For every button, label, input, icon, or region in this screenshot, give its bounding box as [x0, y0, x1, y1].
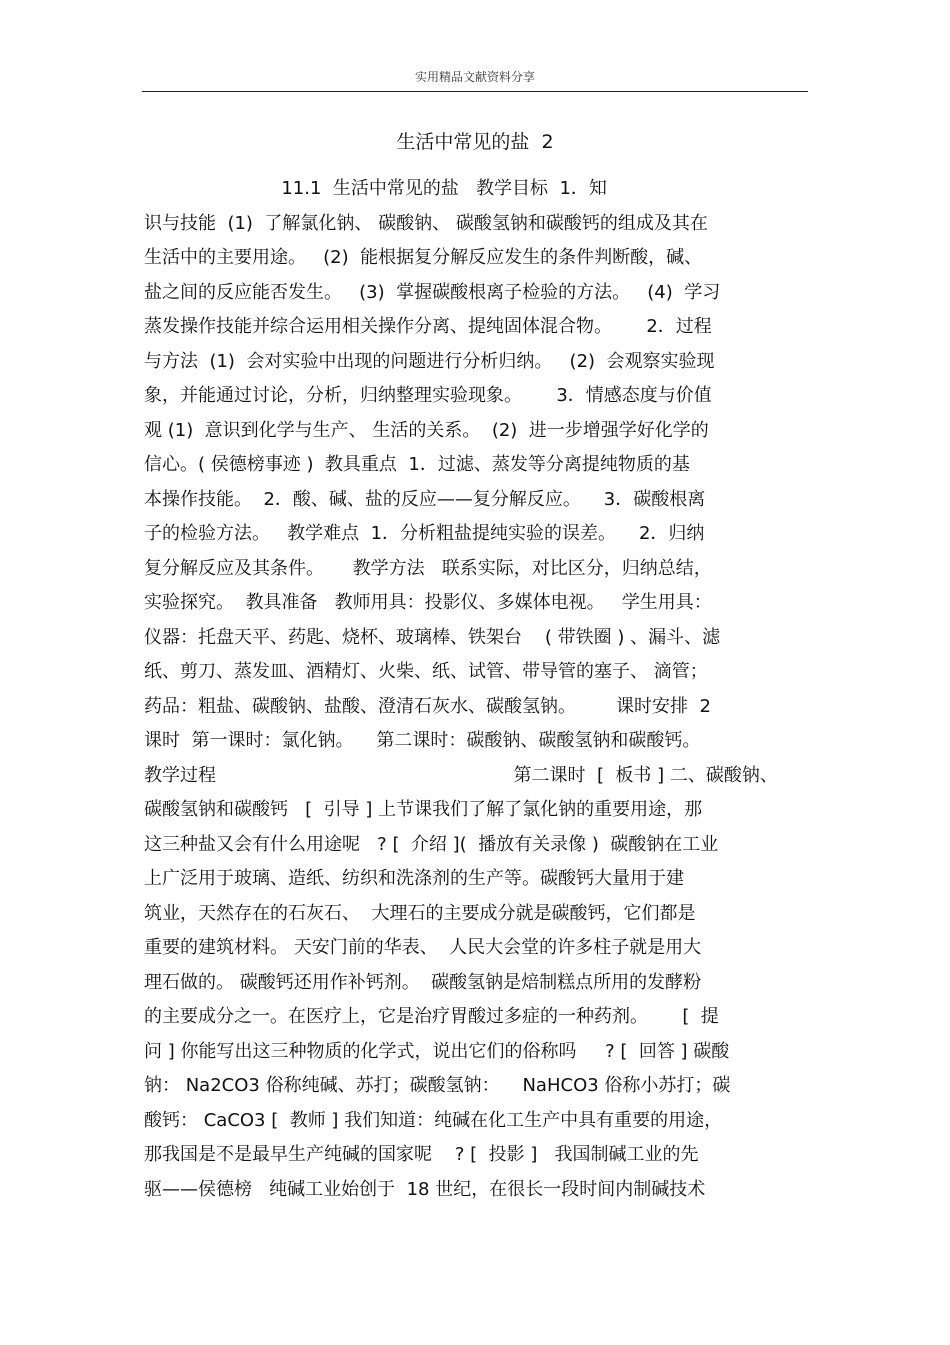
header-divider [142, 91, 808, 92]
document-body [144, 172, 824, 1207]
body-line: 驱——侯德榜 纯碱工业始创于 18 世纪，在很长一段时间内制碱技术 [144, 1178, 706, 1200]
body-line: 理石做的。 碳酸钙还用作补钙剂。 碳酸氢钠是焙制糕点所用的发酵粉 [144, 971, 702, 993]
body-line: 识与技能 (1) 了解氯化钠、 碳酸钠、 碳酸氢钠和碳酸钙的组成及其在 [144, 212, 708, 234]
document-title: 生活中常见的盐 2 [396, 131, 554, 153]
body-line: 的主要成分之一。在医疗上，它是治疗胃酸过多症的一种药剂。 [ 提 [144, 1006, 719, 1027]
body-line: 重要的建筑材料。 天安门前的华表、 人民大会堂的许多柱子就是用大 [144, 937, 702, 958]
body-line: 酸钙： CaCO3 [ 教师 ] 我们知道：纯碱在化工生产中具有重要的用途， [144, 1109, 723, 1131]
page-header: 实用精品文献资料分享 [414, 70, 535, 84]
body-line: 复分解反应及其条件。 教学方法 联系实际，对比区分，归纳总结， [144, 557, 712, 579]
body-line: 药品：粗盐、碳酸钠、盐酸、澄清石灰水、碳酸氢钠。 课时安排 2 [144, 695, 711, 717]
body-line: 子的检验方法。 教学难点 1．分析粗盐提纯实验的误差。 2．归纳 [144, 523, 705, 544]
body-line: 蒸发操作技能并综合运用相关操作分离、提纯固体混合物。 2．过程 [144, 316, 712, 337]
body-line: 生活中的主要用途。 (2) 能根据复分解反应发生的条件判断酸，碱、 [144, 247, 703, 268]
body-line: 筑业，天然存在的石灰石、 大理石的主要成分就是碳酸钙，它们都是 [144, 902, 696, 924]
body-line: 象，并能通过讨论，分析，归纳整理实验现象。 3．情感态度与价值 [144, 385, 712, 406]
body-line: 盐之间的反应能否发生。 (3) 掌握碳酸根离子检验的方法。 (4) 学习 [144, 281, 721, 303]
body-line: 仪器：托盘天平、药匙、烧杯、玻璃棒、铁架台 ( 带铁圈 ) 、漏斗、滤 [144, 626, 721, 648]
body-line: 课时 第一课时：氯化钠。 第二课时：碳酸钠、碳酸氢钠和碳酸钙。 [144, 730, 701, 751]
body-line: 信心。( 侯德榜事迹 ) 教具重点 1．过滤、蒸发等分离提纯物质的基 [144, 454, 690, 475]
body-line: 实验探究。 教具准备 教师用具：投影仪、多媒体电视。 学生用具： [144, 592, 712, 613]
body-line: 上广泛用于玻璃、造纸、纺织和洗涤剂的生产等。碳酸钙大量用于建 [144, 868, 684, 889]
body-line: 那我国是不是最早生产纯碱的国家呢 ? [ 投影 ] 我国制碱工业的先 [144, 1144, 699, 1165]
body-line: 11.1 生活中常见的盐 教学目标 1．知 [144, 178, 607, 199]
body-line: 本操作技能。 2．酸、碱、盐的反应——复分解反应。 3．碳酸根离 [144, 488, 706, 510]
body-line: 观 (1) 意识到化学与生产、 生活的关系。 (2) 进一步增强学好化学的 [144, 419, 709, 441]
body-line: 钠： Na2CO3 俗称纯碱、苏打；碳酸氢钠： NaHCO3 俗称小苏打；碳 [144, 1075, 731, 1096]
body-line: 这三种盐又会有什么用途呢 ? [ 介绍 ]( 播放有关录像 ) 碳酸钠在工业 [144, 833, 719, 855]
body-line: 纸、剪刀、蒸发皿、酒精灯、火柴、纸、试管、带导管的塞子、 滴管； [144, 661, 708, 682]
body-line: 问 ] 你能写出这三种物质的化学式，说出它们的俗称吗 ? [ 回答 ] 碳酸 [144, 1040, 730, 1062]
body-line: 碳酸氢钠和碳酸钙 [ 引导 ] 上节课我们了解了氯化钠的重要用途，那 [144, 799, 703, 820]
body-line: 与方法 (1) 会对实验中出现的问题进行分析归纳。 (2) 会观察实验现 [144, 350, 715, 372]
body-line: 教学过程 第二课时 [ 板书 ] 二、碳酸钠、 [144, 764, 778, 786]
